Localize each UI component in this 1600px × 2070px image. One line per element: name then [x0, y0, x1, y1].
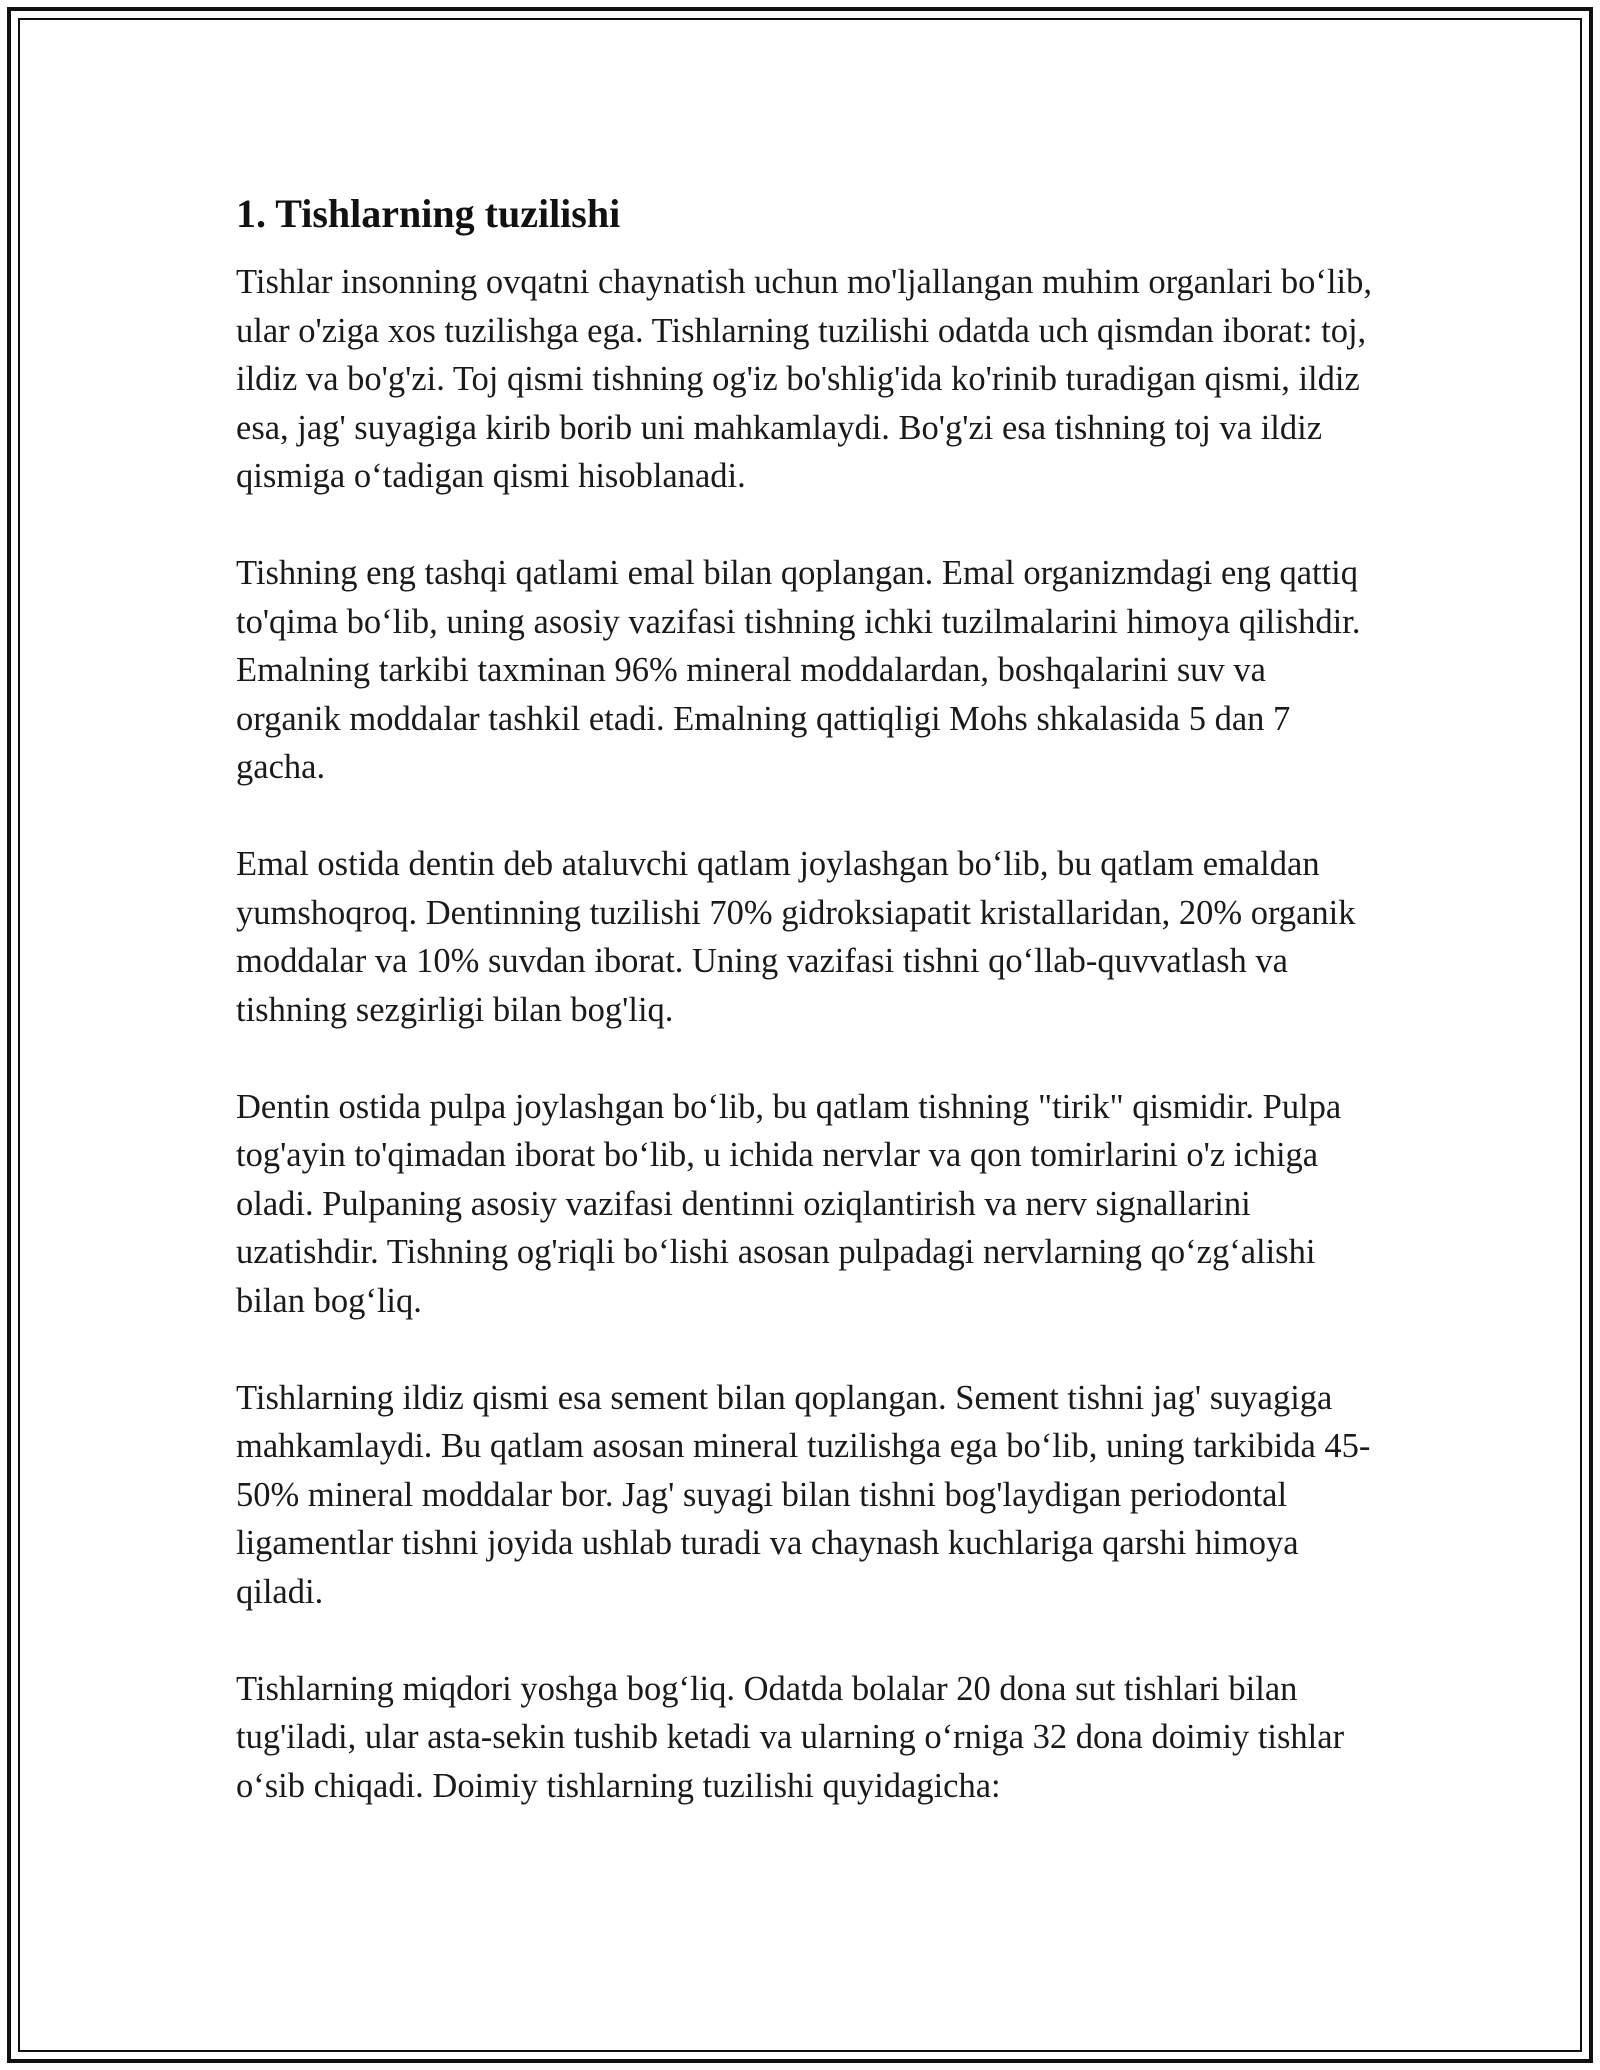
document-body — [236, 190, 1376, 1859]
section-heading: 1. Tishlarning tuzilishi — [236, 191, 621, 236]
paragraph-pulp: Dentin ostida pulpa joylashgan bo‘lib, bu qatlam tishning "tirik" qismidir. Pulpa tog'ayin to'qimadan iborat bo‘lib, u ichida nervlar va qon tomirlarini o'z ichiga oladi. Pulpaning asosiy vazifasi dentinni oziqlantirish va nerv signallarini uzatishdir. Tishning og'riqli bo‘lishi asosan pulpadagi nervlarning qo‘zg‘alishi bilan bog‘liq. — [236, 1087, 1342, 1320]
paragraph-cement: Tishlarning ildiz qismi esa sement bilan qoplangan. Sement tishni jag' suyagiga mahkamlaydi. Bu qatlam asosan mineral tuzilishga ega bo‘lib, uning tarkibida 45-50% mineral moddalar bor. Jag' suyagi bilan tishni bog'laydigan periodontal ligamentlar tishni joyida ushlab turadi va chaynash kuchlariga qarshi himoya qiladi. — [236, 1378, 1371, 1611]
paragraph-tooth-count: Tishlarning miqdori yoshga bog‘liq. Odatda bolalar 20 dona sut tishlari bilan tug'iladi, ular asta-sekin tushib ketadi va ularning o‘rniga 32 dona doimiy tishlar o‘sib chiqadi. Doimiy tishlarning tuzilishi quyidagicha: — [236, 1669, 1345, 1805]
paragraph-enamel: Tishning eng tashqi qatlami emal bilan qoplangan. Emal organizmdagi eng qattiq to'qima bo‘lib, uning asosiy vazifasi tishning ichki tuzilmalarini himoya qilishdir. Emalning tarkibi taxminan 96% mineral moddalardan, boshqalarini suv va organik moddalar tashkil etadi. Emalning qattiqligi Mohs shkalasida 5 dan 7 gacha. — [236, 554, 1361, 786]
paragraph-tooth-structure: Tishlar insonning ovqatni chaynatish uchun mo'ljallangan muhim organlari bo‘lib, ular o'ziga xos tuzilishga ega. Tishlarning tuzilishi odatda uch qismdan iborat: toj, ildiz va bo'g'zi. Toj qismi tishning og'iz bo'shlig'ida ko'rinib turadigan qismi, ildiz esa, jag' suyagiga kirib borib uni mahkamlaydi. Bo'g'zi esa tishning toj va ildiz qismiga o‘tadigan qismi hisoblanadi. — [236, 263, 1372, 495]
paragraph-dentin: Emal ostida dentin deb ataluvchi qatlam joylashgan bo‘lib, bu qatlam emaldan yumshoqroq. Dentinning tuzilishi 70% gidroksiapatit kristallaridan, 20% organik moddalar va 10% suvdan iborat. Uning vazifasi tishni qo‘llab-quvvatlash va tishning sezgirligi bilan bog'liq. — [236, 845, 1356, 1029]
